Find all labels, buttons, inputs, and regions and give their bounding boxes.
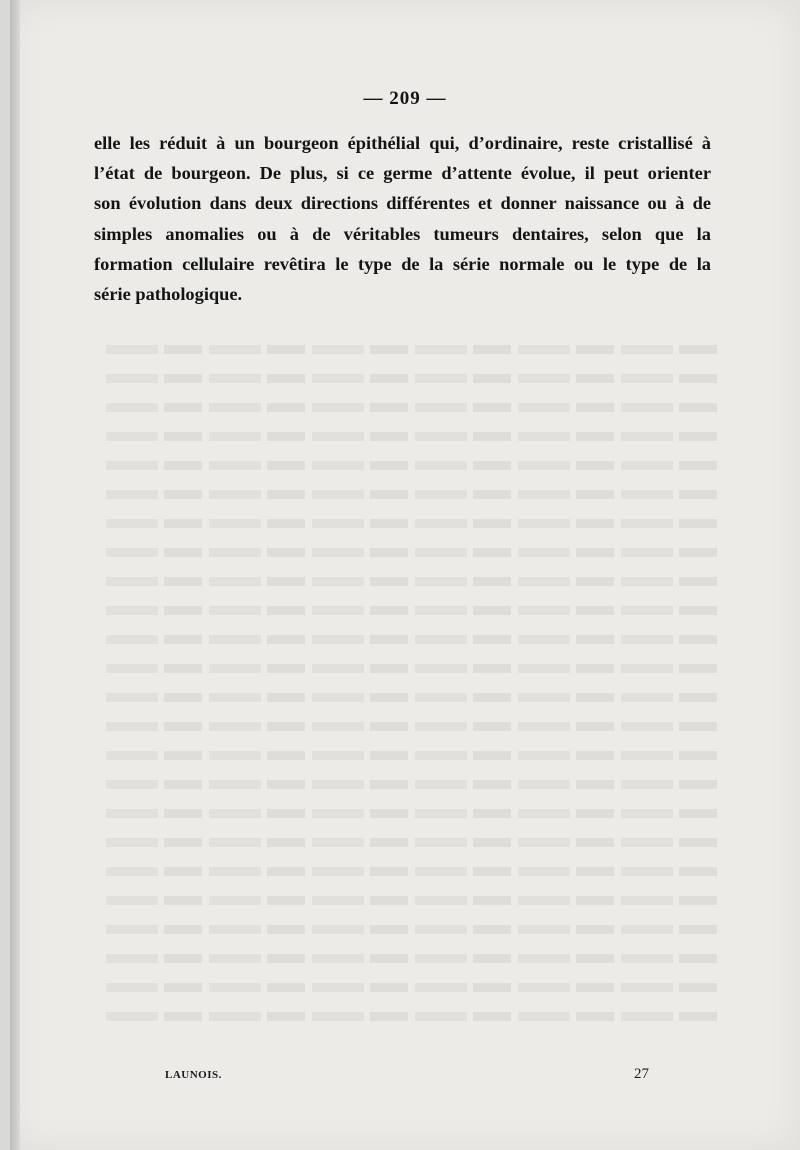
paragraph-line: série pathologique.	[94, 284, 243, 305]
book-page	[10, 0, 800, 1150]
body-paragraph	[94, 128, 711, 309]
bleed-through-texture	[105, 335, 717, 1035]
paragraph-line: son évolution dans deux directions différentes et donner naissance ou à de	[94, 193, 711, 214]
paragraph-line: elle les réduit à un bourgeon épithélial qui, d’ordinaire, reste cristallisé à	[94, 133, 711, 153]
footer-author: LAUNOIS.	[165, 1069, 222, 1081]
paragraph-line: formation cellulaire revêtira le type de la série normale ou le type de la	[94, 253, 711, 274]
page-edge-shadow	[10, 0, 20, 1150]
page-number: — 209 —	[363, 88, 447, 109]
footer-sheet-number: 27	[634, 1066, 649, 1082]
paragraph-line: simples anomalies ou à de véritables tumeurs dentaires, selon que la	[94, 223, 711, 244]
paragraph-line: l’état de bourgeon. De plus, si ce germe d’attente évolue, il peut orienter	[94, 163, 711, 184]
